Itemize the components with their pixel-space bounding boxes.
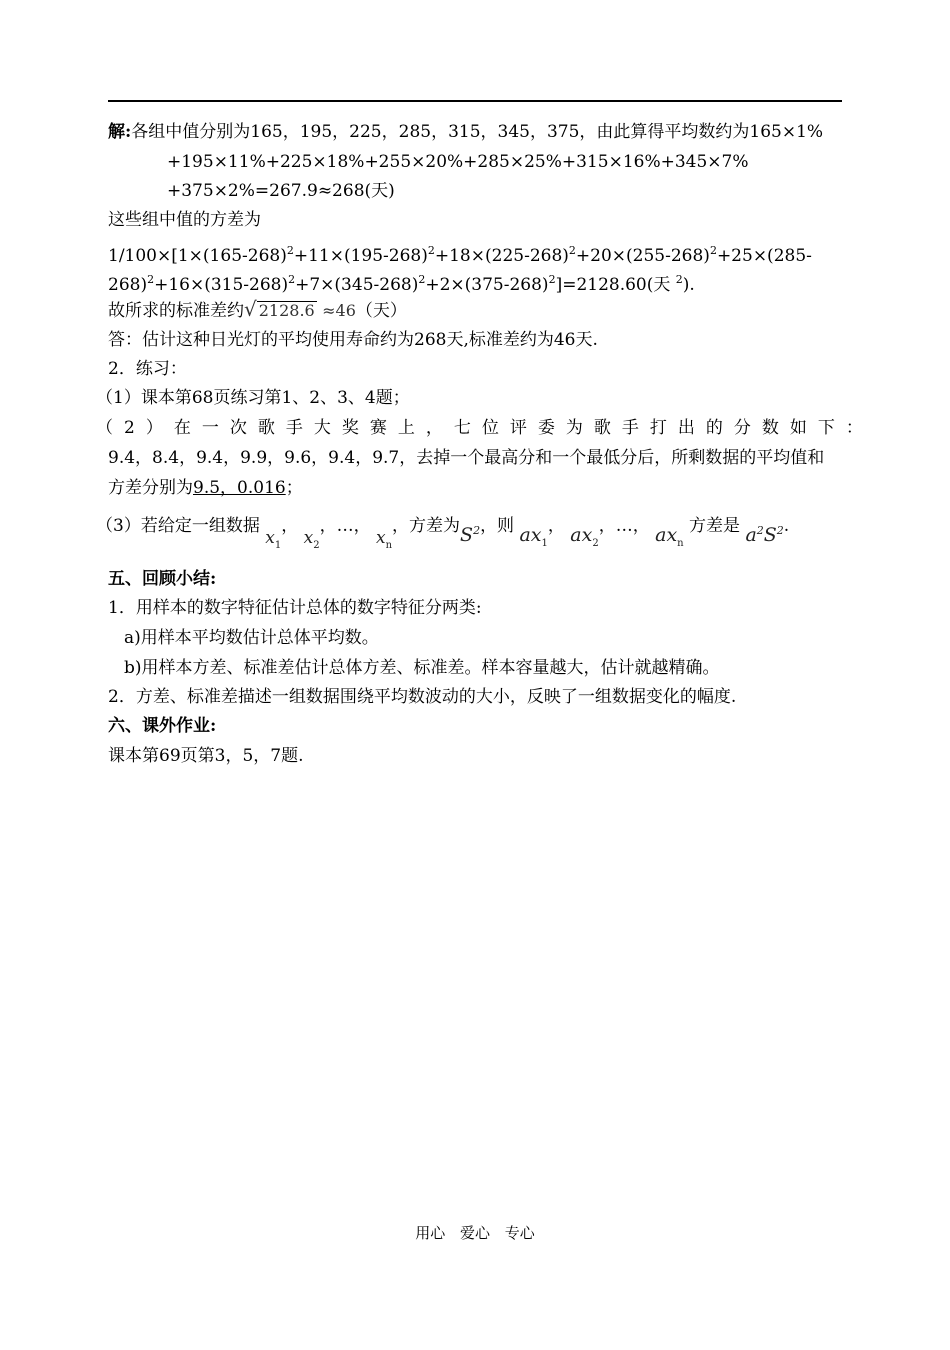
superscript: 2 [548, 273, 556, 286]
item3-variance-text: ，方差为 [392, 516, 461, 536]
practice-item-1: （1）课本第68页练习第1、2、3、4题； [96, 388, 410, 408]
formula-part: +20×(255-268) [575, 246, 710, 266]
superscript: 2 [147, 273, 155, 286]
variance-intro: 这些组中值的方差为 [108, 210, 261, 230]
sqrt-symbol: √ [244, 297, 257, 321]
formula-part: +18×(225-268) [434, 246, 569, 266]
std-unit: （天） [355, 301, 407, 321]
summary-point-1a: a)用样本平均数估计总体平均数。 [124, 628, 379, 648]
page-footer: 用心 爱心 专心 [415, 1224, 535, 1242]
solution-label: 解: [108, 122, 132, 142]
item2-suffix: ； [285, 478, 303, 498]
superscript: 2 [427, 244, 435, 257]
formula-part: ]=2128.60(天 [555, 275, 676, 295]
answer-line: 答：估计这种日光灯的平均使用寿命约为268天,标准差约为46天. [108, 330, 598, 350]
item3-then: ，则 [480, 516, 515, 536]
superscript: 2 [675, 273, 683, 286]
superscript: 2 [709, 244, 717, 257]
item2-answer: 9.5，0.016 [193, 478, 286, 498]
variance-formula-line-1 [108, 240, 812, 267]
item2-prefix: 方差分别为 [108, 478, 193, 498]
std-approx: ≈46 [322, 301, 356, 320]
var-x2: $x_2$ [303, 528, 320, 551]
practice-item-3: （3）若给定一组数据 $x_1$， $x_2$，…， $x_n$，方差为$S^2$，则 $ax_1$， $ax_2$，…， $ax_n$ 方差是 $a^2S^2$. [96, 516, 790, 551]
formula-part: +7×(345-268) [295, 275, 419, 295]
solution-line-1 [108, 121, 823, 143]
var-s2: $S^2$ [460, 524, 481, 546]
summary-point-1b: b)用样本方差、标准差估计总体方差、标准差。样本容量越大，估计就越精确。 [124, 658, 720, 678]
formula-part: +11×(195-268) [293, 246, 428, 266]
var-a2s2: $a^2S^2$ [745, 524, 784, 546]
practice-item-2-line-1: （2）在一次歌手大奖赛上，七位评委为歌手打出的分数如下： [96, 418, 874, 438]
practice-item-2-line-3 [108, 477, 303, 499]
homework-title: 六、课外作业: [108, 716, 217, 736]
formula-part: ). [682, 275, 695, 295]
homework-text: 课本第69页第3，5，7题. [108, 746, 304, 766]
solution-line-3: +375×2%=267.9≈268(天) [167, 181, 395, 201]
superscript: 2 [418, 273, 426, 286]
practice-title: 2．练习： [108, 359, 187, 379]
item3-prefix: （3）若给定一组数据 [96, 516, 260, 536]
header-rule [108, 100, 842, 102]
std-line [108, 298, 407, 322]
formula-part: 268) [108, 275, 148, 295]
var-x1: $x_1$ [265, 528, 282, 551]
var-axn: $ax_n$ [655, 524, 684, 549]
std-prefix: 故所求的标准差约 [108, 301, 244, 321]
std-radicand: 2128.6 [258, 301, 315, 320]
item3-variance-text-2: 方差是 [689, 516, 741, 536]
superscript: 2 [286, 244, 294, 257]
solution-line-2: +195×11%+225×18%+255×20%+285×25%+315×16%+345×7% [167, 152, 749, 172]
formula-part: +25×(285- [716, 246, 812, 266]
superscript: 2 [568, 244, 576, 257]
var-ax1: $ax_1$ [519, 524, 548, 549]
var-ax2: $ax_2$ [570, 524, 599, 549]
var-xn: $x_n$ [375, 528, 393, 551]
summary-point-1: 1．用样本的数字特征估计总体的数字特征分两类: [108, 598, 482, 618]
formula-part: +16×(315-268) [154, 275, 289, 295]
solution-text-1: 各组中值分别为165，195，225，285，315，345，375，由此算得平均数约为165×1% [131, 122, 824, 142]
superscript: 2 [288, 273, 296, 286]
variance-formula-line-2 [108, 269, 695, 296]
summary-point-2: 2．方差、标准差描述一组数据围绕平均数波动的大小，反映了一组数据变化的幅度. [108, 687, 737, 707]
summary-title: 五、回顾小结: [108, 569, 217, 589]
formula-part: +2×(375-268) [425, 275, 549, 295]
formula-part: 1/100×[1×(165-268) [108, 246, 287, 266]
practice-item-2-line-2: 9.4，8.4，9.4，9.9，9.6，9.4，9.7，去掉一个最高分和一个最低分后，所剩数据的平均值和 [108, 448, 825, 468]
